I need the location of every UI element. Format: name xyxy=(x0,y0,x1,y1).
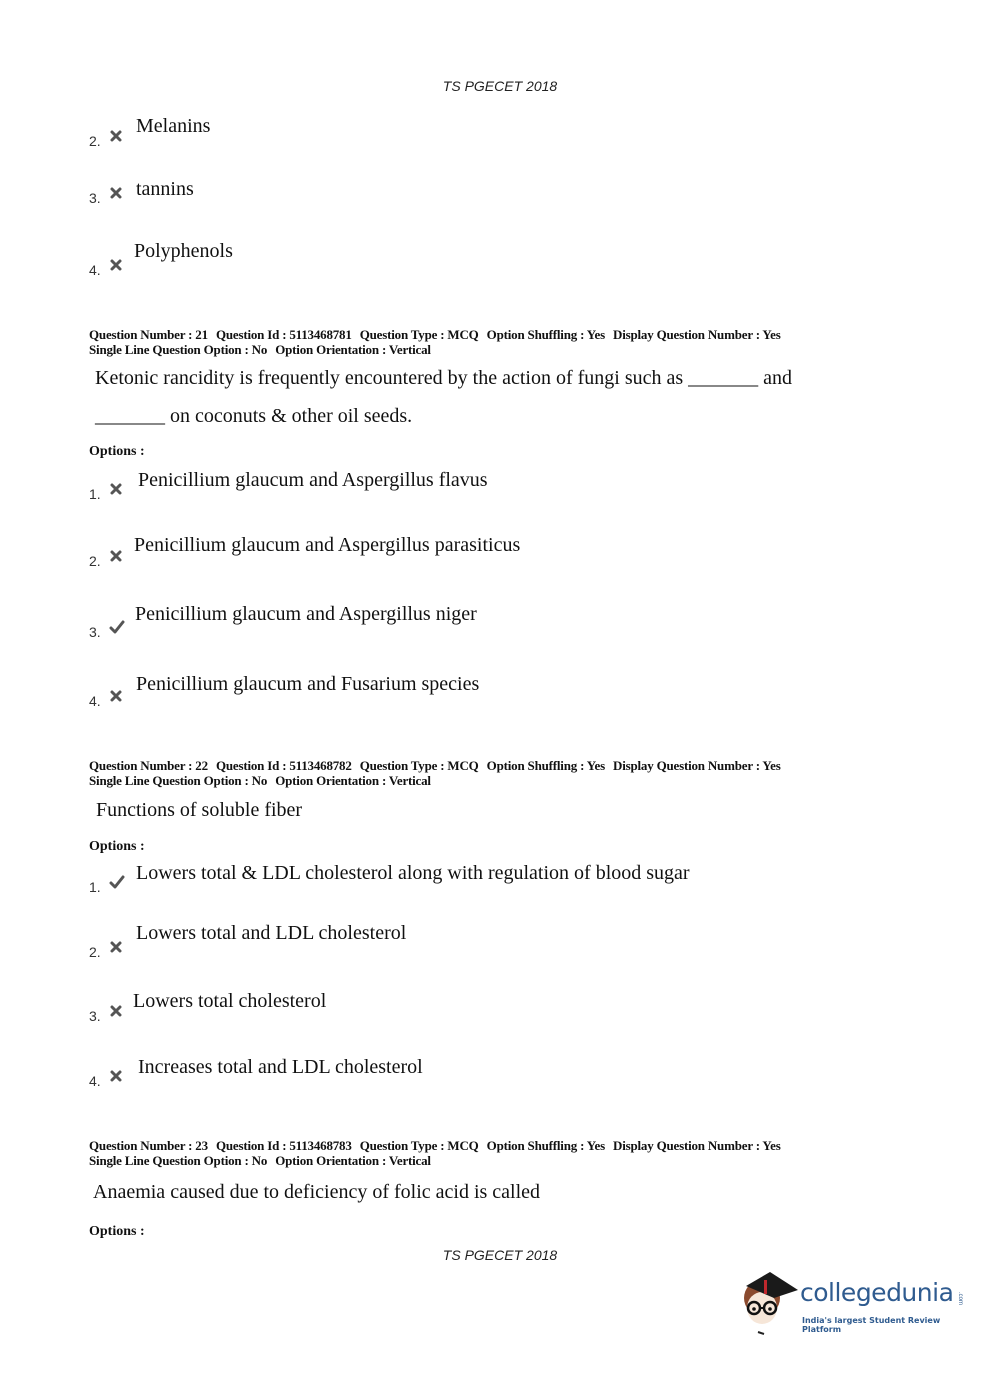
page-header: TS PGECET 2018 xyxy=(442,78,558,94)
option-text: Polyphenols xyxy=(134,240,233,262)
option-text: tannins xyxy=(136,178,194,200)
option-number: 3. xyxy=(89,624,101,640)
cross-icon xyxy=(109,1069,123,1083)
option-number: 4. xyxy=(89,262,101,278)
option-text: Penicillium glaucum and Fusarium species xyxy=(136,673,480,695)
display-question-number: Display Question Number : Yes xyxy=(613,1138,781,1153)
question-meta-line1 xyxy=(89,1139,786,1153)
question-id: Question Id : 5113468781 xyxy=(215,327,352,342)
question-meta-line1 xyxy=(89,328,786,342)
question-id: Question Id : 5113468783 xyxy=(215,1138,352,1153)
mascot-icon xyxy=(740,1268,802,1340)
display-question-number: Display Question Number : Yes xyxy=(613,327,781,342)
question-text: Ketonic rancidity is frequently encountered by the action of fungi such as _______ and xyxy=(95,367,793,389)
question-number: Question Number : 21 xyxy=(89,327,208,342)
option-text: Lowers total cholesterol xyxy=(133,990,327,1012)
question-meta-line1 xyxy=(89,759,786,773)
option-shuffling: Option Shuffling : Yes xyxy=(486,758,605,773)
question-text-continued: _______ on coconuts & other oil seeds. xyxy=(95,405,413,427)
cross-icon xyxy=(109,482,123,496)
option-text: Penicillium glaucum and Aspergillus parasiticus xyxy=(134,534,521,556)
question-meta-line2 xyxy=(89,343,436,357)
option-number: 2. xyxy=(89,553,101,569)
option-text: Penicillium glaucum and Aspergillus niger xyxy=(135,603,477,625)
cross-icon xyxy=(109,1004,123,1018)
options-label: Options : xyxy=(89,444,145,459)
question-text: Functions of soluble fiber xyxy=(96,799,303,821)
option-orientation: Option Orientation : Vertical xyxy=(275,342,431,357)
question-text: Anaemia caused due to deficiency of folic acid is called xyxy=(93,1181,541,1203)
check-icon xyxy=(109,875,125,889)
option-text: Lowers total and LDL cholesterol xyxy=(136,922,407,944)
cross-icon xyxy=(109,129,123,143)
page-footer: TS PGECET 2018 xyxy=(442,1247,558,1263)
option-text: Lowers total & LDL cholesterol along with regulation of blood sugar xyxy=(136,862,690,884)
question-id: Question Id : 5113468782 xyxy=(215,758,352,773)
single-line-option: Single Line Question Option : No xyxy=(89,773,268,788)
cross-icon xyxy=(109,940,123,954)
display-question-number: Display Question Number : Yes xyxy=(613,758,781,773)
option-number: 4. xyxy=(89,1073,101,1089)
question-type: Question Type : MCQ xyxy=(359,1138,479,1153)
brand-name: collegedunia xyxy=(800,1278,954,1307)
options-label: Options : xyxy=(89,1224,145,1239)
cross-icon xyxy=(109,689,123,703)
question-number: Question Number : 23 xyxy=(89,1138,208,1153)
cross-icon xyxy=(109,186,123,200)
check-icon xyxy=(109,620,125,634)
option-number: 2. xyxy=(89,944,101,960)
brand-tagline: India's largest Student Review Platform xyxy=(802,1316,941,1334)
option-text: Melanins xyxy=(136,115,211,137)
single-line-option: Single Line Question Option : No xyxy=(89,1153,268,1168)
question-type: Question Type : MCQ xyxy=(359,327,479,342)
option-number: 1. xyxy=(89,879,101,895)
option-text: Increases total and LDL cholesterol xyxy=(138,1056,423,1078)
option-number: 4. xyxy=(89,693,101,709)
option-text: Penicillium glaucum and Aspergillus flavus xyxy=(138,469,488,491)
option-orientation: Option Orientation : Vertical xyxy=(275,1153,431,1168)
question-meta-line2 xyxy=(89,774,436,788)
option-shuffling: Option Shuffling : Yes xyxy=(486,327,605,342)
cross-icon xyxy=(109,258,123,272)
option-number: 3. xyxy=(89,190,101,206)
cross-icon xyxy=(109,549,123,563)
option-number: 2. xyxy=(89,133,101,149)
collegedunia-logo xyxy=(740,1268,970,1348)
question-type: Question Type : MCQ xyxy=(359,758,479,773)
option-number: 1. xyxy=(89,486,101,502)
single-line-option: Single Line Question Option : No xyxy=(89,342,268,357)
option-orientation: Option Orientation : Vertical xyxy=(275,773,431,788)
question-meta-line2 xyxy=(89,1154,436,1168)
options-label: Options : xyxy=(89,839,145,854)
question-number: Question Number : 22 xyxy=(89,758,208,773)
brand-suffix: .com xyxy=(957,1292,963,1306)
option-number: 3. xyxy=(89,1008,101,1024)
option-shuffling: Option Shuffling : Yes xyxy=(486,1138,605,1153)
